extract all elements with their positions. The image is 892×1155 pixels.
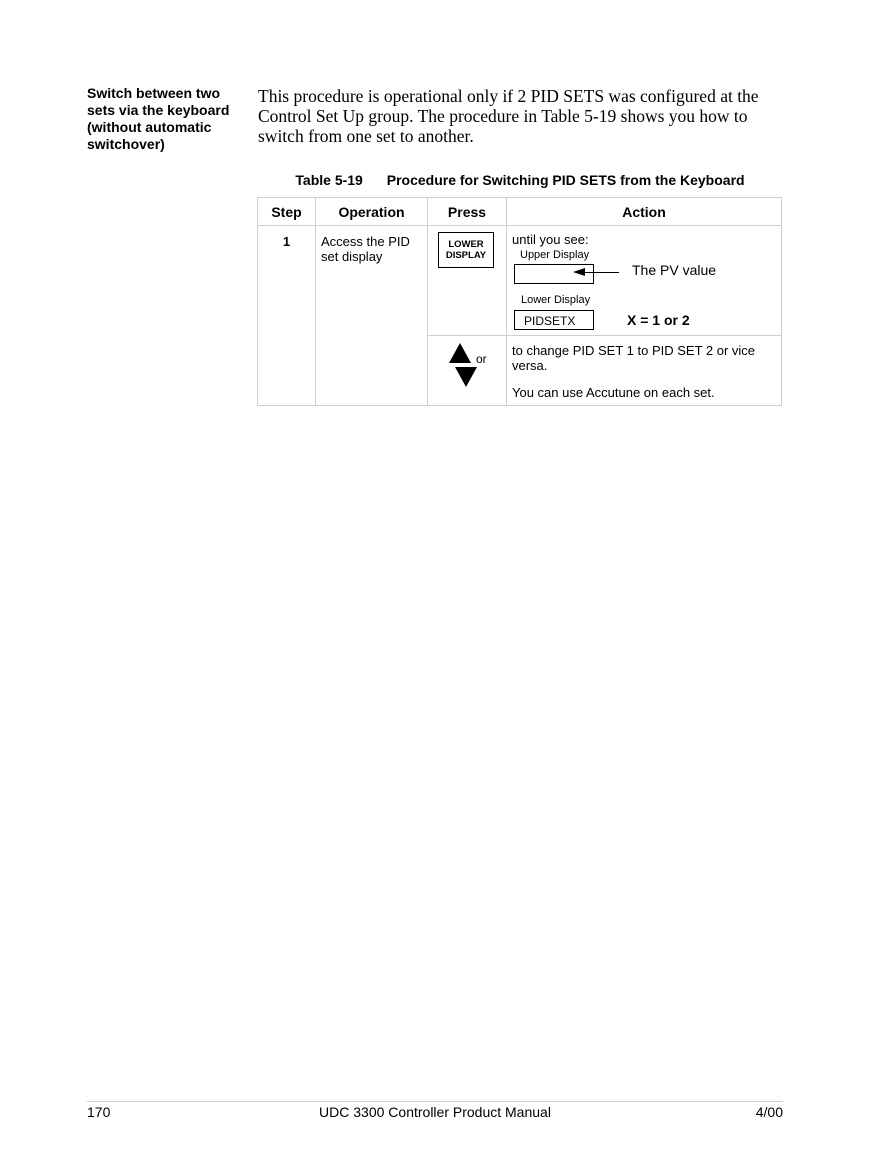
header-step: Step xyxy=(258,198,316,226)
header-action: Action xyxy=(507,198,782,226)
left-arrow-icon xyxy=(573,268,585,276)
press-cell-arrows xyxy=(428,336,507,406)
x-value-note: X = 1 or 2 xyxy=(627,312,690,328)
header-operation: Operation xyxy=(316,198,428,226)
key-label-line2: DISPLAY xyxy=(445,250,487,261)
header-press: Press xyxy=(428,198,507,226)
procedure-table xyxy=(257,197,782,406)
footer-manual-title: UDC 3300 Controller Product Manual xyxy=(319,1104,551,1120)
down-arrow-key-icon xyxy=(455,367,477,387)
side-heading: Switch between two sets via the keyboard (without automatic switchover) xyxy=(87,85,230,152)
or-text: or xyxy=(476,352,487,366)
lower-display-label: Lower Display xyxy=(521,294,591,306)
press-cell-lower-display xyxy=(428,226,507,336)
table-row xyxy=(258,226,782,336)
table-header-row xyxy=(258,198,782,226)
up-arrow-key-icon xyxy=(449,343,471,363)
upper-display-label: Upper Display xyxy=(520,249,590,261)
pointer-arrow-line xyxy=(583,272,619,273)
table-caption xyxy=(258,172,782,188)
table-caption-title: Procedure for Switching PID SETS from the Keyboard xyxy=(386,172,745,188)
until-you-see-text: until you see: xyxy=(512,232,589,247)
action-accutune-text: You can use Accutune on each set. xyxy=(512,385,715,400)
footer-page-number: 170 xyxy=(87,1104,111,1120)
action-change-text: to change PID SET 1 to PID SET 2 or vice versa. xyxy=(512,343,756,373)
pv-value-callout: The PV value xyxy=(632,262,717,278)
intro-paragraph: This procedure is operational only if 2 PID SETS was configured at the Control Set Up group. The procedure in Table 5-19 shows you how to switch from one set to another. xyxy=(258,86,759,146)
footer-date: 4/00 xyxy=(755,1104,783,1120)
lower-display-key-icon xyxy=(438,232,494,268)
lower-display-box: PIDSETX xyxy=(514,310,594,330)
footer-divider xyxy=(87,1101,783,1102)
table-caption-number: Table 5-19 xyxy=(295,172,363,188)
operation-text: Access the PID set display xyxy=(316,226,428,406)
action-cell-change-set xyxy=(507,336,782,406)
key-label-line1: LOWER xyxy=(448,239,484,250)
step-number: 1 xyxy=(258,226,316,406)
action-cell-display xyxy=(507,226,782,336)
